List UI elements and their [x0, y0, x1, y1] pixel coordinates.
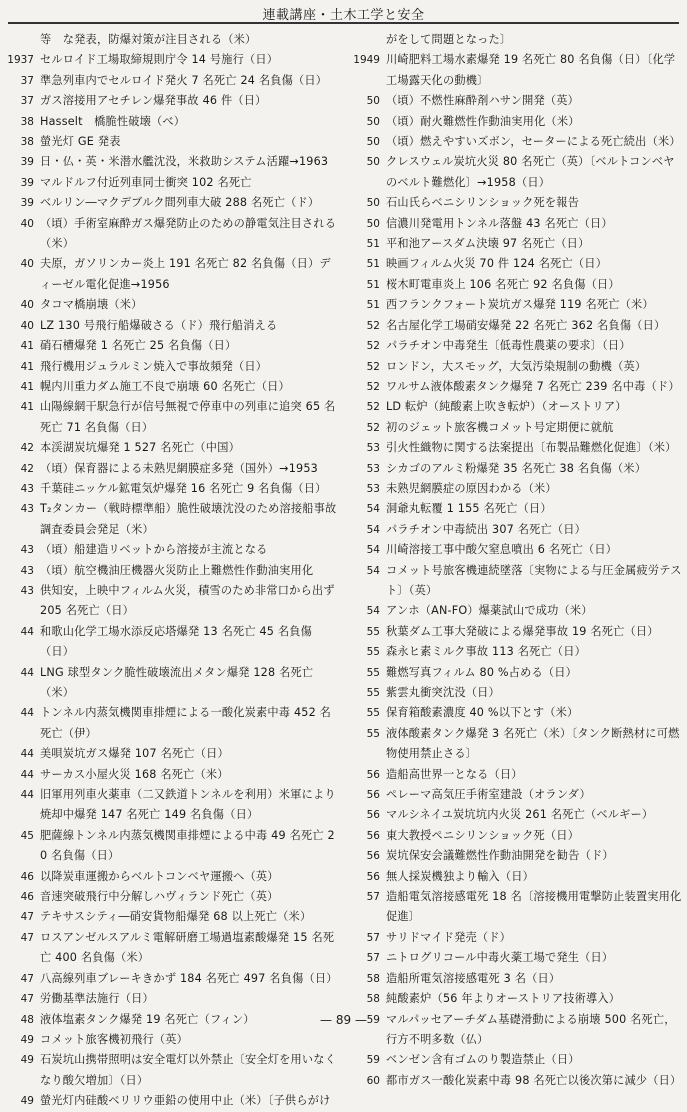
entry-year: 52 [366, 319, 380, 332]
timeline-entry [4, 867, 338, 887]
entry-text: 秋葉ダム工事大発破による爆発事故 19 名死亡（日） [386, 624, 659, 638]
timeline-entry [346, 765, 683, 785]
timeline-entry [346, 887, 683, 928]
entry-text: 名古屋化学工場硝安爆発 22 名死亡 362 名負傷（日） [386, 318, 666, 332]
entry-text: 準急列車内でセルロイド発火 7 名死亡 24 名負傷（日） [40, 73, 328, 87]
timeline-entry [346, 459, 683, 479]
timeline-entry [4, 112, 338, 132]
entry-year: 41 [20, 380, 34, 393]
entry-text: 無人採炭機独より輸入（日） [386, 869, 535, 883]
entry-text: 硝石槽爆発 1 名死亡 25 名負傷（日） [40, 339, 237, 353]
timeline-entry [346, 193, 683, 213]
timeline-entry [346, 234, 683, 254]
entry-text: 旧軍用列車火薬車（二又鉄道トンネルを利用）米軍により焼却中爆発 147 名死亡 149 名負傷（日） [40, 788, 336, 822]
entry-text: 以降炭車運搬からベルトコンベヤ運搬へ（英） [40, 869, 279, 883]
page-number: — 89 — [320, 1013, 367, 1027]
entry-year: 47 [20, 993, 34, 1006]
entry-year: 54 [366, 544, 380, 557]
entry-text: 川崎溶接工事中酸欠窒息噴出 6 名死亡（日） [386, 543, 618, 557]
entry-year: 46 [20, 891, 34, 904]
timeline-entry [4, 499, 338, 540]
timeline-entry [4, 295, 338, 315]
timeline-entry [4, 254, 338, 295]
entry-year: 48 [20, 1013, 34, 1026]
page-header: 連載講座・土木工学と安全 [262, 8, 425, 23]
timeline-entry [4, 214, 338, 255]
entry-text: ベンゼン含有ゴムのり製造禁止（日） [386, 1053, 580, 1067]
entry-year: 50 [366, 156, 380, 169]
entry-text: 音速突破飛行中分解しハヴィランド死亡（英） [40, 890, 279, 904]
timeline-entry [4, 989, 338, 1009]
entry-text: マルパッセアーチダム基礎滑動による崩壊 500 名死亡，行方不明多数（仏） [386, 1012, 676, 1046]
timeline-entry [346, 214, 683, 234]
timeline-entry [346, 642, 683, 662]
timeline-entry [346, 50, 683, 91]
timeline-entry [4, 397, 338, 438]
timeline-entry [4, 1030, 338, 1050]
entry-year: 52 [366, 401, 380, 414]
entry-text: 造船電気溶接感電死 18 名〔溶接機用電撃防止装置実用化促進〕 [386, 890, 682, 924]
timeline-entry [4, 91, 338, 111]
entry-year: 44 [20, 625, 34, 638]
entry-text: 純酸素炉（56 年よりオーストリア技術導入） [386, 992, 621, 1006]
entry-year: 42 [20, 462, 34, 475]
entry-text: 映画フィルム火災 70 件 124 名死亡（日） [386, 257, 608, 271]
entry-text: 洞爺丸転覆 1 155 名死亡（日） [386, 502, 552, 516]
entry-year: 52 [366, 380, 380, 393]
entry-text: テキサスシティ―硝安貨物船爆発 68 以上死亡（米） [40, 910, 312, 924]
entry-text: 山陽線網干駅急行が信号無視で停車中の列車に追突 65 名死亡 71 名負傷（日） [40, 400, 336, 434]
entry-text: 石炭坑山携帯照明は安全電灯以外禁止〔安全灯を用いなくなり酸欠増加〕（日） [40, 1053, 337, 1087]
timeline-entry [4, 357, 338, 377]
entry-text: 初のジェット旅客機コメット号定期便に就航 [386, 420, 614, 434]
timeline-entry [4, 561, 338, 581]
timeline-entry [4, 438, 338, 458]
timeline-entry [346, 254, 683, 274]
entry-year: 39 [20, 156, 34, 169]
timeline-entry [346, 703, 683, 723]
timeline-entry [4, 581, 338, 622]
timeline-entry [4, 765, 338, 785]
entry-text: ロスアンゼルスアルミ電解研磨工場過塩素酸爆発 15 名死亡 400 名負傷（米） [40, 930, 335, 965]
entry-text: アンホ（AN-FO）爆薬試山で成功（米） [386, 604, 593, 618]
timeline-entry [346, 867, 683, 887]
entry-text: Hasselt 橋脆性破壊（べ） [40, 114, 186, 128]
entry-text: LD 転炉（純酸素上吹き転炉）（オーストリア） [386, 400, 627, 414]
entry-year: 40 [20, 217, 34, 230]
entry-year: 45 [20, 829, 34, 842]
entry-text: がをして問題となった〕 [386, 33, 512, 46]
timeline-entry [4, 622, 338, 663]
timeline-entry [346, 152, 683, 193]
timeline-entry [4, 826, 338, 867]
entry-year: 53 [366, 462, 380, 475]
timeline-entry [346, 846, 683, 866]
entry-year: 41 [20, 340, 34, 353]
entry-year: 56 [366, 768, 380, 781]
timeline-entry [4, 1050, 338, 1091]
entry-text: ロンドン，大スモッグ，大気汚染規制の動機（英） [386, 359, 647, 373]
timeline-entry [4, 785, 338, 826]
entry-year: 44 [20, 789, 34, 802]
timeline-entry [346, 948, 683, 968]
entry-year: 55 [366, 727, 380, 740]
entry-text: 難燃写真フィルム 80 %占める（日） [386, 665, 578, 679]
timeline-entry [346, 132, 683, 152]
entry-year: 53 [366, 442, 380, 455]
entry-text: 螢光灯 GE 発表 [40, 135, 121, 149]
entry-year: 52 [366, 421, 380, 434]
entry-year: 59 [366, 1013, 380, 1026]
entry-year: 37 [20, 74, 34, 87]
entry-year: 55 [366, 646, 380, 659]
timeline-entry [346, 724, 683, 765]
entry-year: 56 [366, 789, 380, 802]
timeline-entry [346, 377, 683, 397]
entry-year: 55 [366, 625, 380, 638]
entry-text: コメット旅客機初飛行（英） [40, 1032, 189, 1046]
entry-year: 40 [20, 258, 34, 271]
entry-year: 50 [366, 136, 380, 149]
entry-text: ベルリン―マクデブルク間列車大破 288 名死亡（ド） [40, 196, 320, 210]
entry-year: 50 [366, 217, 380, 230]
entry-text: 東大教授ペニシリンショック死（日） [386, 828, 580, 842]
entry-text: シカゴのアルミ粉爆発 35 名死亡 38 名負傷（米） [386, 461, 647, 475]
timeline-entry [4, 663, 338, 704]
timeline-entry [346, 275, 683, 295]
entry-text: 螢光灯内硅酸ベリリウ亜鉛の使用中止（米）〔子供らがけ [40, 1094, 331, 1108]
entry-year: 58 [366, 993, 380, 1006]
timeline-entry [346, 336, 683, 356]
entry-text: 液体塩素タンク爆発 19 名死亡（フィン） [40, 1012, 255, 1026]
entry-year: 50 [366, 115, 380, 128]
timeline-entry [346, 785, 683, 805]
timeline-entry [346, 826, 683, 846]
entry-text: 本渓湖炭坑爆発 1 527 名死亡（中国） [40, 441, 240, 455]
timeline-entry [4, 316, 338, 336]
entry-year: 49 [20, 1054, 34, 1067]
entry-text: （頃）保育器による未熟児網膜症多発（国外）→1953 [40, 461, 318, 475]
entry-text: 紫雲丸衝突沈没（日） [386, 686, 500, 699]
entry-text: 平和池アースダム決壊 97 名死亡（日） [386, 237, 590, 251]
timeline-entry [346, 1050, 683, 1070]
timeline-entry [4, 969, 338, 989]
timeline-entry [346, 989, 683, 1009]
entry-text: 飛行機用ジュラルミン焼入で事故頻発（日） [40, 359, 268, 373]
timeline-entry [4, 459, 338, 479]
entry-year: 54 [366, 605, 380, 618]
entry-text: （頃）燃えやすいズボン，セーターによる死亡続出（米） [386, 135, 681, 149]
entry-text: クレスウェル炭坑火災 80 名死亡（英）〔ベルトコンベヤのベルト難燃化〕→1958（日） [386, 155, 675, 189]
entry-text: 保育箱酸素濃度 40 %以下とす（米） [386, 706, 579, 720]
timeline-entry [4, 928, 338, 969]
timeline-entry [346, 663, 683, 683]
right-column [346, 30, 683, 1091]
timeline-entry [346, 540, 683, 560]
timeline-entry [346, 805, 683, 825]
entry-year: 52 [366, 360, 380, 373]
entry-text: 夫原，ガソリンカー炎上 191 名死亡 82 名負傷（日）ディーゼル電化促進→1956 [40, 257, 331, 291]
entry-text: 川崎肥料工場水素爆発 19 名死亡 80 名負傷（日）〔化学工場露天化の動機〕 [386, 53, 676, 87]
entry-year: 46 [20, 870, 34, 883]
header-rule [8, 22, 679, 24]
entry-year: 55 [366, 666, 380, 679]
timeline-entry [346, 520, 683, 540]
entry-text: マルドルフ付近列車同士衝突 102 名死亡 [40, 175, 252, 189]
timeline-entry [346, 1071, 683, 1091]
entry-year: 54 [366, 523, 380, 536]
entry-text: （頃）船建造リベットから溶接が主流となる [40, 543, 268, 557]
entry-text: 千葉硅ニッケル鉱電気炉爆発 16 名死亡 9 名負傷（日） [40, 481, 327, 495]
entry-year: 55 [366, 707, 380, 720]
entry-year: 59 [366, 1054, 380, 1067]
entry-text: ガス溶接用アセチレン爆発事故 46 件（日） [40, 94, 267, 108]
entry-year: 47 [20, 931, 34, 944]
timeline-entry [346, 112, 683, 132]
timeline-entry [4, 907, 338, 927]
entry-year: 44 [20, 748, 34, 761]
entry-text: 幌内川重力ダム施工不良で崩壊 60 名死亡（日） [40, 379, 290, 393]
entry-year: 38 [20, 136, 34, 149]
entry-year: 43 [20, 482, 34, 495]
entry-year: 44 [20, 666, 34, 679]
timeline-entry [346, 969, 683, 989]
entry-year: 39 [20, 197, 34, 210]
timeline-entry [4, 1091, 338, 1111]
entry-year: 57 [366, 952, 380, 965]
timeline-entry [4, 479, 338, 499]
entry-year: 42 [20, 442, 34, 455]
entry-year: 52 [366, 340, 380, 353]
entry-text: （頃）不燃性麻酔剤ハサン開発（英） [386, 94, 580, 108]
entry-text: （頃）航空機油圧機器火災防止上難燃性作動油実用化 [40, 563, 314, 577]
timeline-entry [4, 377, 338, 397]
entry-text: 石山氏らベニシリンショック死を報告 [386, 196, 580, 210]
entry-text: 液体酸素タンク爆発 3 名死亡（米）〔タンク断熱材に可燃物使用禁止さる〕 [386, 726, 680, 761]
timeline-entry [4, 173, 338, 193]
timeline-entry [4, 50, 338, 70]
entry-year: 40 [20, 299, 34, 312]
timeline-entry [4, 744, 338, 764]
entry-year: 41 [20, 401, 34, 414]
entry-year: 56 [366, 870, 380, 883]
timeline-entry [346, 30, 683, 50]
entry-text: 八高線列車ブレーキきかず 184 名死亡 497 名負傷（日） [40, 971, 338, 985]
entry-year: 49 [20, 1095, 34, 1108]
entry-year: 38 [20, 115, 34, 128]
entry-year: 1949 [353, 54, 380, 67]
timeline-entry [346, 295, 683, 315]
entry-text: 都市ガス一酸化炭素中毒 98 名死亡以後次第に減少（日） [386, 1073, 682, 1087]
entry-text: 美唄炭坑ガス爆発 107 名死亡（日） [40, 747, 229, 761]
entry-text: 労働基準法施行（日） [40, 992, 154, 1006]
entry-year: 43 [20, 503, 34, 516]
entry-year: 57 [366, 891, 380, 904]
entry-year: 51 [366, 299, 380, 312]
timeline-entry [4, 132, 338, 152]
timeline-entry [346, 479, 683, 499]
entry-text: タコマ橋崩壊（米） [40, 298, 143, 312]
timeline-entry [346, 499, 683, 519]
timeline-entry [346, 418, 683, 438]
entry-year: 50 [366, 197, 380, 210]
entry-text: 引火性織物に関する法案提出〔布製品難燃化促進〕（米） [386, 441, 677, 455]
entry-text: LNG 球型タンク脆性破壊流出メタン爆発 128 名死亡（米） [40, 665, 314, 699]
entry-text: 西フランクフォート炭坑ガス爆発 119 名死亡（米） [386, 298, 654, 312]
entry-text: ペレーマ高気圧手術室建設（オランダ） [386, 788, 591, 802]
timeline-entry [4, 887, 338, 907]
entry-text: ワルサム液体酸素タンク爆発 7 名死亡 239 名中毒（ド） [386, 379, 680, 393]
entry-year: 56 [366, 850, 380, 863]
entry-year: 47 [20, 972, 34, 985]
entry-text: 森永ヒ素ミルク事故 113 名死亡（日） [386, 645, 587, 659]
entry-text: T₂タンカー（戦時標準船）脆性破壊沈没のため溶接船事故調査委員会発足（米） [40, 502, 337, 536]
entry-text: サーカス小屋火災 168 名死亡（米） [40, 767, 229, 781]
timeline-entry [346, 928, 683, 948]
entry-text: コメット号旅客機連続墜落〔実物による与圧金属疲労テスト〕（英） [386, 563, 682, 597]
entry-year: 41 [20, 360, 34, 373]
timeline-entry [346, 357, 683, 377]
entry-year: 44 [20, 768, 34, 781]
entry-year: 1937 [7, 54, 34, 67]
entry-text: 造船高世界一となる（日） [386, 767, 523, 781]
timeline-entry [346, 316, 683, 336]
entry-year: 54 [366, 503, 380, 516]
timeline-entry [4, 703, 338, 744]
entry-text: パラチオン中毒発生〔低毒性農薬の要求〕（日） [386, 339, 631, 353]
entry-year: 37 [20, 95, 34, 108]
entry-text: 日・仏・英・米潜水艦沈没，米救助システム活躍→1963 [40, 155, 329, 169]
entry-text: 肥薩線トンネル内蒸気機関車排煙による中毒 49 名死亡 20 名負傷（日） [40, 828, 335, 863]
entry-year: 53 [366, 482, 380, 495]
entry-year: 43 [20, 564, 34, 577]
entry-text: 供知安，上映中フィルム火災，積雪のため非常口から出ず 205 名死亡（日） [40, 583, 335, 618]
timeline-entry [4, 152, 338, 172]
timeline-entry [4, 30, 338, 50]
entry-text: マルシネイユ炭坑坑内火災 261 名死亡（ベルギー） [386, 808, 654, 822]
entry-year: 50 [366, 95, 380, 108]
entry-year: 51 [366, 258, 380, 271]
entry-text: 未熟児網膜症の原因わかる（米） [386, 481, 557, 495]
entry-year: 51 [366, 278, 380, 291]
entry-year: 40 [20, 319, 34, 332]
entry-text: ニトログリコール中毒火薬工場で発生（日） [386, 951, 614, 965]
entry-text: 和歌山化学工場水添反応塔爆発 13 名死亡 45 名負傷（日） [40, 624, 313, 659]
entry-text: 炭坑保安会議難燃性作動油開発を勧告（ド） [386, 849, 614, 863]
timeline-entry [346, 601, 683, 621]
timeline-entry [4, 71, 338, 91]
entry-year: 57 [366, 931, 380, 944]
entry-text: 造船所電気溶接感電死 3 名（日） [386, 971, 561, 985]
entry-text: 信濃川発電用トンネル落盤 43 名死亡（日） [386, 216, 613, 230]
entry-text: サリドマイド発売（ド） [386, 930, 512, 944]
entry-text: トンネル内蒸気機関車排煙による一酸化炭素中毒 452 名死亡（伊） [40, 706, 332, 740]
timeline-entry [346, 438, 683, 458]
entry-year: 44 [20, 707, 34, 720]
timeline-entry [346, 397, 683, 417]
timeline-entry [346, 561, 683, 602]
entry-year: 55 [366, 687, 380, 699]
entry-year: 43 [20, 544, 34, 557]
timeline-entry [346, 622, 683, 642]
entry-text: 等 な発表，防爆対策が注目される（米） [40, 33, 257, 46]
entry-text: セルロイド工場取締規則庁令 14 号施行（日） [40, 53, 279, 67]
entry-year: 56 [366, 829, 380, 842]
entry-year: 43 [20, 584, 34, 597]
entry-text: （頃）耐火難燃性作動油実用化（米） [386, 114, 580, 128]
timeline-entry [4, 193, 338, 213]
timeline-entry [346, 91, 683, 111]
entry-year: 54 [366, 564, 380, 577]
entry-year: 49 [20, 1033, 34, 1046]
timeline-entry [4, 540, 338, 560]
entry-text: LZ 130 号飛行船爆破さる（ド）飛行船消える [40, 318, 278, 332]
entry-year: 39 [20, 176, 34, 189]
entry-text: （頃）手術室麻酔ガス爆発防止のための静電気注目される（米） [40, 216, 337, 251]
timeline-entry [4, 336, 338, 356]
entry-year: 56 [366, 809, 380, 822]
timeline-entry [346, 683, 683, 703]
entry-text: 桜木町電車炎上 106 名死亡 92 名負傷（日） [386, 277, 620, 291]
entry-year: 58 [366, 972, 380, 985]
left-column [4, 30, 338, 1112]
entry-text: パラチオン中毒続出 307 名死亡（日） [386, 522, 587, 536]
entry-year: 51 [366, 238, 380, 251]
entry-year: 60 [366, 1074, 380, 1087]
entry-year: 47 [20, 911, 34, 924]
